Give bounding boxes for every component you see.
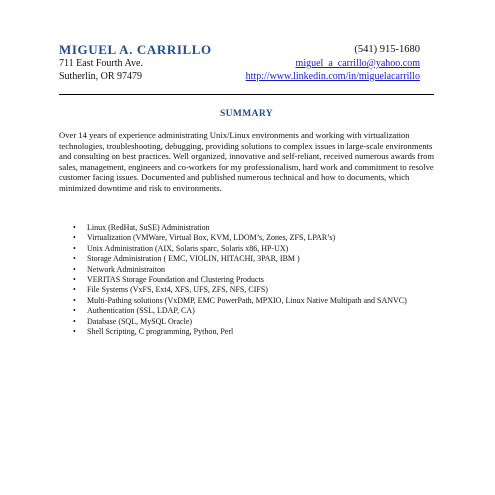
skill-item [73, 306, 435, 316]
contact-links [246, 58, 420, 83]
phone-number: (541) 915-1680 [354, 44, 420, 55]
skill-item [73, 296, 435, 306]
email-link[interactable]: miguel_a_carrillo@yahoo.com [295, 58, 420, 69]
bullet-icon: • [73, 275, 76, 285]
skill-text: Storage Administration ( EMC, VIOLIN, HITACHI, 3PAR, IBM ) [87, 254, 300, 264]
skill-item [73, 265, 435, 275]
skill-item [73, 244, 435, 254]
skill-item [73, 317, 435, 327]
skill-text: Shell Scripting, C programming, Python, Perl [87, 327, 234, 337]
skills-list [73, 223, 435, 337]
candidate-name: MIGUEL A. CARRILLO [59, 42, 212, 57]
bullet-icon: • [73, 306, 76, 316]
skill-text: Network Administraiton [87, 264, 165, 274]
skill-item [73, 275, 435, 285]
bullet-icon: • [73, 295, 76, 305]
summary-heading: SUMMARY [219, 109, 274, 119]
skill-text: Virtualization (VMWare, Virtual Box, KVM, LDOM’s, Zones, ZFS, LPAR’s) [87, 233, 336, 243]
bullet-icon: • [73, 316, 76, 326]
skill-text: VERITAS Storage Foundation and Clustering Products [87, 275, 264, 285]
skill-text: Authentication (SSL, LDAP, CA) [87, 306, 195, 316]
skill-text: Database (SQL, MySQL Oracle) [87, 316, 193, 326]
bullet-icon: • [73, 327, 76, 337]
skill-text: Unix Administration (AIX, Solaris sparc, Solaris x86, HP-UX) [87, 243, 289, 253]
address-line-2: Sutherlin, OR 97479 [59, 70, 143, 82]
linkedin-link[interactable]: http://www.linkedin.com/in/miguelacarrillo [245, 70, 420, 82]
bullet-icon: • [73, 243, 76, 253]
skill-text: Linux (RedHat, SuSE) Administration [87, 223, 210, 232]
mailing-address [59, 58, 143, 83]
skill-item [73, 223, 435, 233]
header-divider [59, 94, 434, 95]
summary-paragraph: Over 14 years of experience administrating Unix/Linux environments and working with virtualization technologies, troubleshooting, debugging, providing solutions to complex issues in large-scale environments and consulting on best practices. Well organized, innovative and self-reliant, received numerous awards from sales, management, engineers and co-workers for my professionalism, hard work and commitment to resolve customer facing issues. Documented and published numerous technical and how to documents, which minimized downtime and risk to environments. [59, 130, 435, 193]
bullet-icon: • [73, 223, 76, 232]
skill-item [73, 285, 435, 295]
bullet-icon: • [73, 254, 76, 264]
skill-item [73, 233, 435, 243]
bullet-icon: • [73, 233, 76, 243]
address-line-1: 711 East Fourth Ave. [59, 58, 143, 69]
skill-text: Multi-Pathing solutions (VxDMP, EMC PowerPath, MPXIO, Linux Native Multipath and SANVC) [87, 295, 407, 305]
bullet-icon: • [73, 285, 76, 295]
skill-item [73, 254, 435, 264]
skill-text: File Systems (VxFS, Ext4, XFS, UFS, ZFS, NFS, CIFS) [87, 285, 268, 295]
skill-item [73, 327, 435, 337]
bullet-icon: • [73, 264, 76, 274]
